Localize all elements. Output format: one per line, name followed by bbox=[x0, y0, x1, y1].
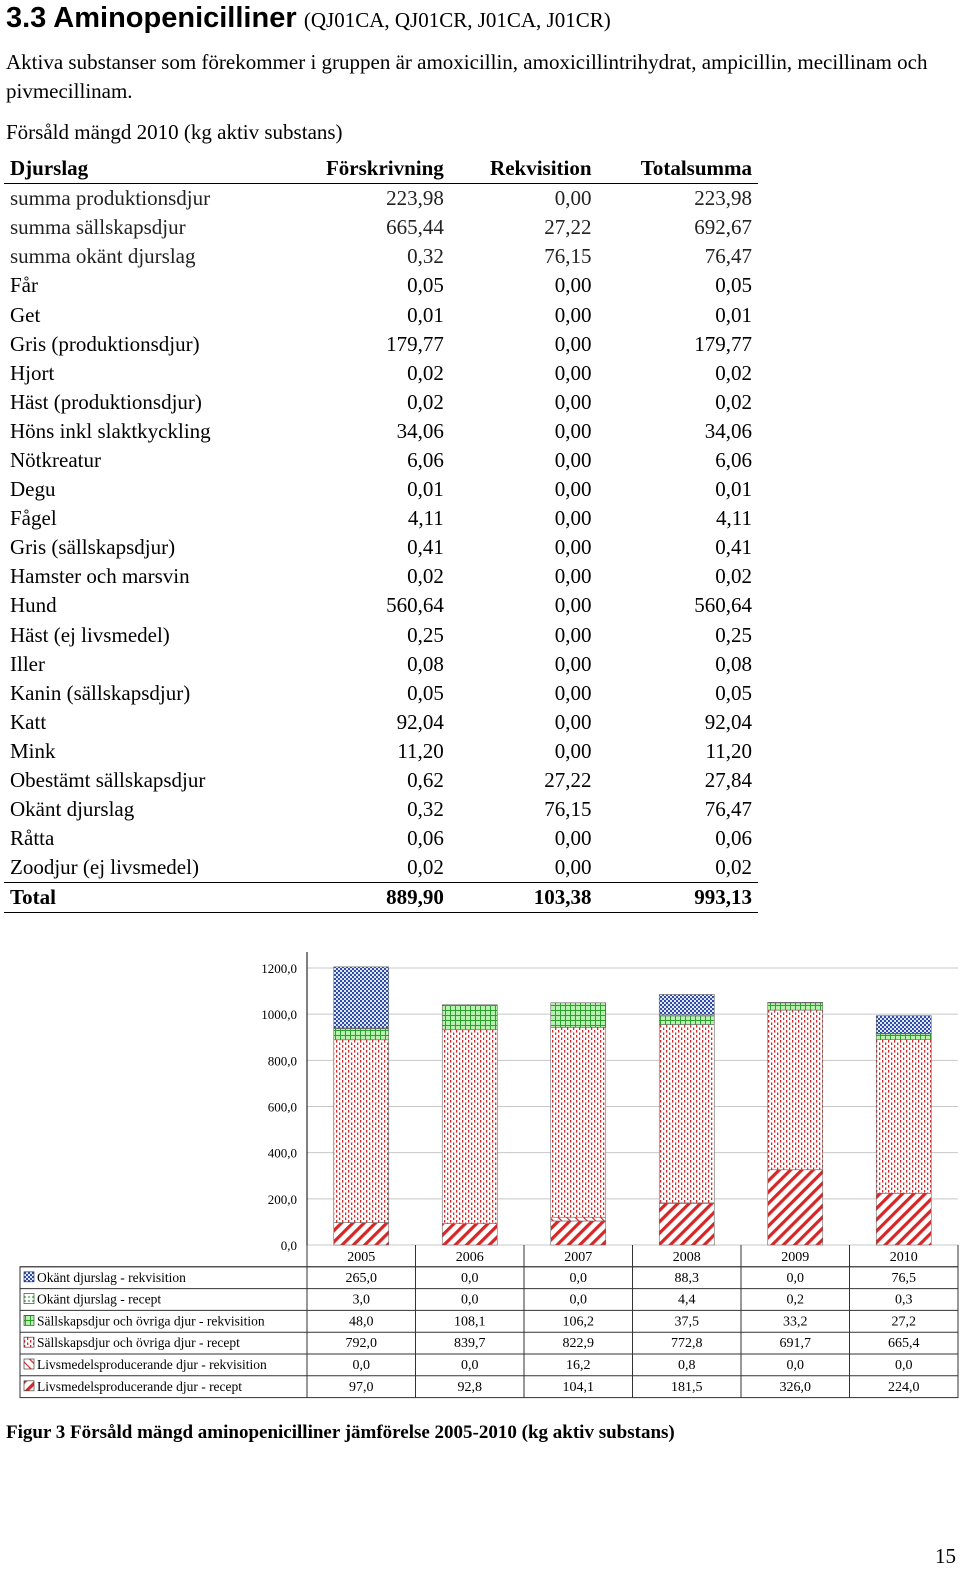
atc-codes: (QJ01CA, QJ01CR, J01CA, J01CR) bbox=[303, 8, 611, 32]
row-label: Får bbox=[10, 273, 38, 298]
data-label: 0,8 bbox=[678, 1358, 696, 1373]
bar-segment bbox=[876, 1040, 931, 1194]
row-label: Hamster och marsvin bbox=[10, 564, 190, 589]
y-tick-label: 600,0 bbox=[267, 1099, 297, 1115]
table-cell: 0,00 bbox=[554, 709, 592, 734]
data-label: 265,0 bbox=[345, 1270, 377, 1286]
row-label: Mink bbox=[10, 738, 56, 763]
data-label: 224,0 bbox=[888, 1379, 920, 1395]
data-label: 326,0 bbox=[779, 1379, 811, 1395]
table-cell: 0,05 bbox=[715, 273, 752, 298]
table-cell: 6,06 bbox=[407, 447, 444, 472]
table-cell: 92,04 bbox=[396, 709, 444, 734]
row-label: summa sällskapsdjur bbox=[10, 215, 186, 240]
sales-table bbox=[4, 154, 758, 913]
data-label: 97,0 bbox=[349, 1379, 374, 1395]
data-label: 0,0 bbox=[461, 1270, 479, 1286]
table-cell: 76,15 bbox=[544, 244, 592, 269]
table-cell: 0,02 bbox=[407, 389, 444, 414]
table-cell: 223,98 bbox=[386, 186, 444, 211]
table-cell: 0,00 bbox=[554, 477, 592, 502]
table-cell: 0,00 bbox=[554, 186, 592, 211]
data-label: 839,7 bbox=[454, 1336, 486, 1352]
bar-segment bbox=[659, 994, 714, 1014]
table-cell: 223,98 bbox=[694, 186, 752, 211]
legend-label: Okänt djurslag - rekvisition bbox=[37, 1269, 186, 1285]
table-cell: 34,06 bbox=[704, 418, 752, 443]
row-label: summa okänt djurslag bbox=[10, 244, 196, 269]
table-cell: 0,02 bbox=[715, 855, 752, 880]
chart-gridlines bbox=[307, 968, 958, 1245]
data-label: 0,0 bbox=[569, 1270, 587, 1286]
table-row bbox=[4, 417, 758, 446]
x-tick-label: 2009 bbox=[781, 1250, 810, 1265]
table-cell: 76,47 bbox=[704, 797, 752, 822]
data-label: 822,9 bbox=[562, 1336, 594, 1352]
bar-segment bbox=[876, 1016, 931, 1034]
table-cell: 0,01 bbox=[715, 302, 752, 327]
table-cell: 0,41 bbox=[407, 535, 444, 560]
bar-segment bbox=[768, 1002, 823, 1010]
table-cell: 11,20 bbox=[397, 738, 444, 763]
data-label: 88,3 bbox=[674, 1270, 699, 1286]
table-row bbox=[4, 650, 758, 679]
table-cell: 0,00 bbox=[554, 826, 592, 851]
table-row bbox=[4, 388, 758, 417]
column-header: Förskrivning bbox=[281, 154, 450, 184]
table-cell: 665,44 bbox=[386, 215, 444, 240]
data-label: 0,0 bbox=[786, 1358, 804, 1373]
table-row bbox=[4, 330, 758, 359]
table-cell: 76,15 bbox=[544, 797, 592, 822]
bar-segment bbox=[768, 1170, 823, 1245]
column-header: Djurslag bbox=[4, 154, 281, 184]
bar-segment bbox=[442, 1005, 497, 1030]
legend-swatch bbox=[24, 1337, 34, 1347]
data-label: 33,2 bbox=[783, 1314, 808, 1330]
intro-paragraph: Aktiva substanser som förekommer i gruppen är amoxicillin, amoxicillintrihydrat, ampicillin, mecillinam och pivmecillinam. bbox=[6, 50, 928, 103]
table-cell: 0,02 bbox=[407, 855, 444, 880]
table-cell: 0,00 bbox=[554, 331, 592, 356]
row-label: Gris (sällskapsdjur) bbox=[10, 535, 176, 560]
data-label: 0,0 bbox=[352, 1358, 370, 1373]
row-label: Höns inkl slaktkyckling bbox=[10, 418, 211, 443]
data-label: 0,0 bbox=[895, 1358, 913, 1373]
table-cell: 27,22 bbox=[544, 215, 592, 240]
x-tick-label: 2008 bbox=[672, 1250, 701, 1265]
total-cell: 889,90 bbox=[281, 883, 450, 913]
table-cell: 0,00 bbox=[554, 651, 592, 676]
row-label: Råtta bbox=[10, 826, 55, 851]
data-label: 792,0 bbox=[345, 1336, 377, 1352]
table-cell: 0,00 bbox=[554, 506, 592, 531]
bar-segment bbox=[551, 1221, 606, 1245]
table-cell: 0,00 bbox=[554, 622, 592, 647]
data-label: 0,0 bbox=[461, 1358, 479, 1373]
table-cell: 0,01 bbox=[715, 477, 752, 502]
row-label: Kanin (sällskapsdjur) bbox=[10, 680, 191, 705]
legend-swatch bbox=[24, 1315, 34, 1325]
y-tick-label: 200,0 bbox=[267, 1191, 297, 1207]
table-cell: 0,02 bbox=[407, 360, 444, 385]
y-tick-label: 1200,0 bbox=[261, 961, 297, 976]
data-label: 0,0 bbox=[569, 1292, 587, 1308]
row-label: Katt bbox=[10, 709, 47, 734]
table-cell: 560,64 bbox=[694, 593, 752, 618]
table-header-row bbox=[4, 154, 758, 184]
table-cell: 34,06 bbox=[396, 418, 444, 443]
table-cell: 92,04 bbox=[704, 709, 752, 734]
table-row bbox=[4, 184, 758, 214]
table-row bbox=[4, 504, 758, 533]
table-cell: 0,00 bbox=[554, 273, 592, 298]
bar-segment bbox=[659, 1025, 714, 1203]
table-cell: 27,22 bbox=[544, 768, 592, 793]
row-label: Hjort bbox=[10, 360, 55, 385]
row-label: Häst (ej livsmedel) bbox=[10, 622, 170, 647]
table-cell: 179,77 bbox=[694, 331, 752, 356]
table-row bbox=[4, 853, 758, 883]
row-label: Okänt djurslag bbox=[10, 797, 135, 822]
legend-swatch bbox=[24, 1381, 34, 1391]
table-cell: 0,08 bbox=[407, 651, 444, 676]
table-cell: 0,00 bbox=[554, 360, 592, 385]
x-tick-label: 2007 bbox=[564, 1250, 593, 1265]
table-cell: 27,84 bbox=[704, 768, 752, 793]
x-tick-label: 2005 bbox=[347, 1250, 376, 1265]
x-tick-label: 2010 bbox=[889, 1250, 918, 1265]
bar-segment bbox=[659, 1203, 714, 1245]
table-cell: 0,02 bbox=[715, 389, 752, 414]
table-cell: 11,20 bbox=[705, 738, 752, 763]
table-row bbox=[4, 795, 758, 824]
table-row bbox=[4, 708, 758, 737]
legend-label: Okänt djurslag - recept bbox=[37, 1291, 162, 1307]
table-row bbox=[4, 562, 758, 591]
table-row bbox=[4, 533, 758, 562]
table-row bbox=[4, 766, 758, 795]
data-label: 3,0 bbox=[352, 1292, 370, 1308]
data-label: 665,4 bbox=[888, 1336, 920, 1352]
bar-segment bbox=[551, 1027, 606, 1217]
data-label: 691,7 bbox=[779, 1336, 811, 1352]
row-label: Degu bbox=[10, 477, 56, 502]
stacked-bar-chart bbox=[0, 940, 960, 1410]
table-row bbox=[4, 679, 758, 708]
row-label: Häst (produktionsdjur) bbox=[10, 389, 202, 414]
chart-axes bbox=[261, 952, 307, 1253]
table-cell: 0,02 bbox=[407, 564, 444, 589]
legend-label: Livsmedelsproducerande djur - rekvisition bbox=[37, 1357, 267, 1372]
table-row bbox=[4, 242, 758, 271]
bar-segment bbox=[876, 1033, 931, 1039]
legend-swatch bbox=[24, 1272, 34, 1282]
data-label: 0,3 bbox=[895, 1292, 913, 1308]
bar-segment bbox=[334, 967, 389, 1028]
bar-segment bbox=[334, 1029, 389, 1040]
total-cell: 993,13 bbox=[598, 883, 758, 913]
data-label: 0,0 bbox=[786, 1270, 804, 1286]
total-label: Total bbox=[4, 883, 281, 913]
legend-swatch bbox=[24, 1294, 34, 1304]
y-tick-label: 400,0 bbox=[267, 1145, 297, 1161]
table-cell: 0,00 bbox=[554, 302, 592, 327]
table-cell: 0,25 bbox=[715, 622, 752, 647]
data-label: 37,5 bbox=[674, 1314, 699, 1330]
table-cell: 0,02 bbox=[715, 564, 752, 589]
chart-data-table bbox=[20, 1245, 958, 1398]
table-cell: 0,32 bbox=[407, 797, 444, 822]
bar-segment bbox=[551, 1003, 606, 1028]
data-label: 181,5 bbox=[671, 1379, 703, 1395]
table-cell: 6,06 bbox=[715, 447, 752, 472]
table-cell: 0,00 bbox=[554, 564, 592, 589]
table-cell: 0,41 bbox=[715, 535, 752, 560]
bar-segment bbox=[876, 1193, 931, 1245]
bar-segment bbox=[442, 1030, 497, 1224]
legend-label: Sällskapsdjur och övriga djur - recept bbox=[37, 1335, 240, 1351]
page-number: 15 bbox=[935, 1544, 956, 1568]
table-cell: 0,00 bbox=[554, 593, 592, 618]
table-caption: Försåld mängd 2010 (kg aktiv substans) bbox=[6, 120, 343, 144]
data-label: 4,4 bbox=[678, 1292, 696, 1308]
table-cell: 0,05 bbox=[715, 680, 752, 705]
table-row bbox=[4, 271, 758, 300]
row-label: Hund bbox=[10, 593, 57, 618]
figure-caption: Figur 3 Försåld mängd aminopenicilliner jämförelse 2005-2010 (kg aktiv substans) bbox=[6, 1422, 675, 1443]
table-cell: 560,64 bbox=[386, 593, 444, 618]
column-header: Totalsumma bbox=[598, 154, 758, 184]
legend-swatch bbox=[24, 1359, 34, 1369]
table-row bbox=[4, 300, 758, 329]
table-row bbox=[4, 737, 758, 766]
table-cell: 0,62 bbox=[407, 768, 444, 793]
table-cell: 4,11 bbox=[716, 506, 752, 531]
column-header: Rekvisition bbox=[450, 154, 598, 184]
data-label: 0,2 bbox=[786, 1292, 804, 1308]
row-label: Nötkreatur bbox=[10, 447, 101, 472]
y-tick-label: 800,0 bbox=[267, 1053, 297, 1069]
row-label: Gris (produktionsdjur) bbox=[10, 331, 200, 356]
total-cell: 103,38 bbox=[450, 883, 598, 913]
data-label: 0,0 bbox=[461, 1292, 479, 1308]
table-row bbox=[4, 446, 758, 475]
table-cell: 0,05 bbox=[407, 680, 444, 705]
bar-segment bbox=[334, 1040, 389, 1223]
bar-segment bbox=[442, 1224, 497, 1245]
table-cell: 76,47 bbox=[704, 244, 752, 269]
table-cell: 0,25 bbox=[407, 622, 444, 647]
chart-bars bbox=[334, 967, 932, 1245]
data-label: 76,5 bbox=[891, 1270, 916, 1286]
data-label: 772,8 bbox=[671, 1336, 703, 1352]
table-row bbox=[4, 824, 758, 853]
data-label: 104,1 bbox=[562, 1379, 594, 1395]
table-row bbox=[4, 591, 758, 620]
data-label: 106,2 bbox=[562, 1314, 594, 1330]
y-tick-label: 0,0 bbox=[280, 1238, 297, 1253]
y-tick-label: 1000,0 bbox=[261, 1007, 297, 1023]
bar-segment bbox=[659, 1016, 714, 1025]
bar-segment bbox=[551, 1217, 606, 1221]
row-label: Zoodjur (ej livsmedel) bbox=[10, 855, 199, 880]
table-cell: 0,06 bbox=[715, 826, 752, 851]
section-title: 3.3 Aminopenicilliner bbox=[6, 2, 297, 34]
data-label: 16,2 bbox=[566, 1358, 591, 1373]
table-row bbox=[4, 621, 758, 650]
table-cell: 0,00 bbox=[554, 535, 592, 560]
table-cell: 0,02 bbox=[715, 360, 752, 385]
table-cell: 0,00 bbox=[554, 855, 592, 880]
x-tick-label: 2006 bbox=[455, 1250, 484, 1265]
table-cell: 0,00 bbox=[554, 418, 592, 443]
data-label: 108,1 bbox=[454, 1314, 486, 1330]
row-label: Fågel bbox=[10, 506, 57, 531]
table-cell: 0,06 bbox=[407, 826, 444, 851]
table-cell: 0,00 bbox=[554, 389, 592, 414]
table-cell: 0,01 bbox=[407, 477, 444, 502]
legend-label: Sällskapsdjur och övriga djur - rekvisition bbox=[37, 1313, 265, 1329]
legend-label: Livsmedelsproducerande djur - recept bbox=[37, 1378, 243, 1394]
table-cell: 0,00 bbox=[554, 680, 592, 705]
table-cell: 179,77 bbox=[386, 331, 444, 356]
bar-segment bbox=[768, 1002, 823, 1003]
table-row bbox=[4, 213, 758, 242]
table-cell: 0,00 bbox=[554, 738, 592, 763]
bar-segment bbox=[334, 1223, 389, 1245]
data-label: 27,2 bbox=[891, 1314, 916, 1330]
row-label: Get bbox=[10, 302, 41, 327]
data-label: 48,0 bbox=[349, 1314, 374, 1330]
row-label: Iller bbox=[10, 651, 45, 676]
table-cell: 4,11 bbox=[407, 506, 444, 531]
bar-segment bbox=[768, 1010, 823, 1170]
table-cell: 0,08 bbox=[715, 651, 752, 676]
total-row bbox=[4, 883, 758, 913]
row-label: Obestämt sällskapsdjur bbox=[10, 768, 206, 793]
table-row bbox=[4, 359, 758, 388]
data-label: 92,8 bbox=[457, 1379, 482, 1395]
table-cell: 0,01 bbox=[407, 302, 444, 327]
table-cell: 0,05 bbox=[407, 273, 444, 298]
table-cell: 692,67 bbox=[694, 215, 752, 240]
section-heading bbox=[6, 0, 611, 38]
table-row bbox=[4, 475, 758, 504]
table-cell: 0,00 bbox=[554, 447, 592, 472]
table-cell: 0,32 bbox=[407, 244, 444, 269]
row-label: summa produktionsdjur bbox=[10, 186, 211, 211]
